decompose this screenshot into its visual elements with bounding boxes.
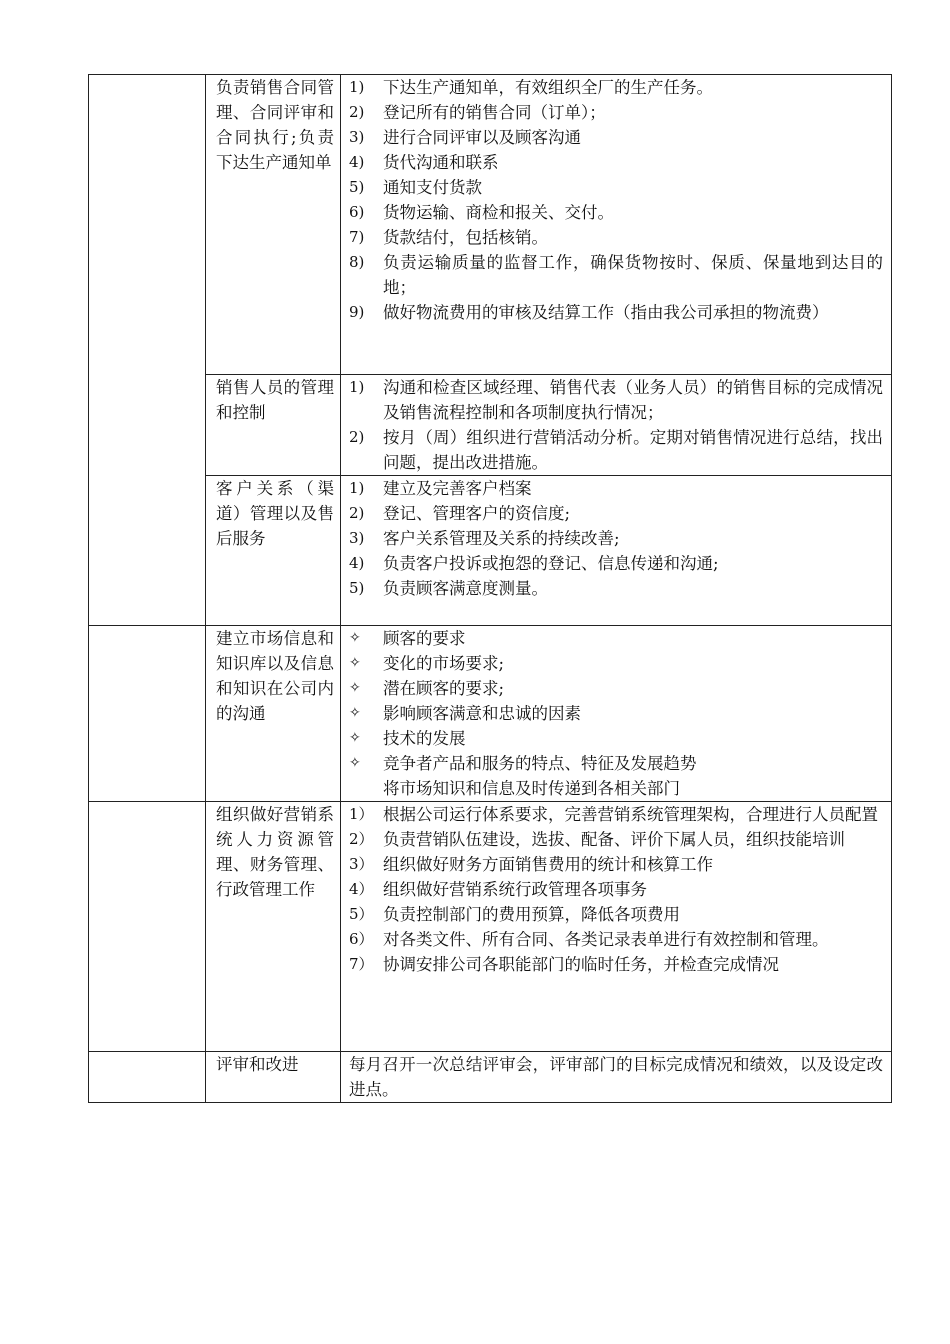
item-number: 3) [349, 529, 365, 547]
item-number: 3） [349, 855, 374, 873]
item-text: 负责顾客满意度测量。 [383, 579, 548, 598]
list-item [349, 476, 883, 501]
scope-cell: 组织做好营销系统人力资源管理、财务管理、行政管理工作 [206, 802, 341, 1052]
item-text: 货代沟通和联系 [383, 153, 499, 172]
review-text: 每月召开一次总结评审会，评审部门的目标完成情况和绩效，以及设定改进点。 [349, 1055, 883, 1099]
item-number: 4) [349, 153, 365, 171]
list-item [349, 751, 883, 776]
table-row [89, 802, 892, 1052]
scope-cell: 负责销售合同管理、合同评审和合同执行;负责下达生产通知单 [206, 75, 341, 375]
table-row [89, 476, 892, 626]
diamond-bullet-icon: ✧ [349, 705, 361, 721]
list-item [349, 827, 883, 852]
list-item [349, 200, 883, 225]
item-text: 负责客户投诉或抱怨的登记、信息传递和沟通; [383, 554, 719, 573]
diamond-bullet-icon: ✧ [349, 680, 361, 696]
list-item [349, 375, 883, 425]
detail-cell [341, 1052, 892, 1103]
item-number: 6) [349, 203, 365, 221]
item-number: 2) [349, 428, 365, 446]
item-text: 货款结付，包括核销。 [383, 228, 548, 247]
list-item [349, 175, 883, 200]
item-text: 货物运输、商检和报关、交付。 [383, 203, 614, 222]
diamond-bullet-icon: ✧ [349, 755, 361, 771]
item-text: 协调安排公司各职能部门的临时任务，并检查完成情况 [383, 955, 779, 974]
item-number: 6） [349, 930, 374, 948]
list-item [349, 852, 883, 877]
list-item [349, 551, 883, 576]
table-row [89, 375, 892, 476]
list-item [349, 501, 883, 526]
blank-cell [89, 802, 206, 1052]
item-text: 组织做好财务方面销售费用的统计和核算工作 [383, 855, 713, 874]
item-text: 负责控制部门的费用预算，降低各项费用 [383, 905, 680, 924]
detail-cell [341, 626, 892, 802]
item-number: 1) [349, 378, 365, 396]
list-item [349, 100, 883, 125]
item-text: 变化的市场要求; [383, 654, 505, 673]
list-item [349, 701, 883, 726]
item-text: 竞争者产品和服务的特点、特征及发展趋势 [383, 754, 697, 773]
blank-cell [89, 75, 206, 626]
item-text: 沟通和检查区域经理、销售代表（业务人员）的销售目标的完成情况及销售流程控制和各项制度执行情况； [383, 378, 883, 422]
item-number: 1) [349, 479, 365, 497]
summary-text: 将市场知识和信息及时传递到各相关部门 [383, 779, 680, 798]
item-text: 按月（周）组织进行营销活动分析。定期对销售情况进行总结，找出问题，提出改进措施。 [383, 428, 883, 472]
list-item [349, 250, 883, 300]
scope-cell: 销售人员的管理和控制 [206, 375, 341, 476]
detail-cell [341, 375, 892, 476]
list-item [349, 125, 883, 150]
table-row [89, 1052, 892, 1103]
item-text: 组织做好营销系统行政管理各项事务 [383, 880, 647, 899]
table-row [89, 75, 892, 375]
item-text: 下达生产通知单，有效组织全厂的生产任务。 [383, 78, 713, 97]
item-text: 对各类文件、所有合同、各类记录表单进行有效控制和管理。 [383, 930, 829, 949]
list-item [349, 802, 883, 827]
list-item [349, 726, 883, 751]
item-number: 2) [349, 103, 365, 121]
item-text: 通知支付货款 [383, 178, 482, 197]
scope-cell: 评审和改进 [206, 1052, 341, 1103]
list-item [349, 952, 883, 977]
item-number: 5) [349, 579, 365, 597]
scope-cell: 建立市场信息和知识库以及信息和知识在公司内的沟通 [206, 626, 341, 802]
item-number: 7） [349, 955, 374, 973]
blank-cell [89, 1052, 206, 1103]
item-text: 进行合同评审以及顾客沟通 [383, 128, 581, 147]
item-number: 5) [349, 178, 365, 196]
detail-cell [341, 476, 892, 626]
item-text: 负责运输质量的监督工作，确保货物按时、保质、保量地到达目的地； [383, 253, 883, 297]
item-text: 登记所有的销售合同（订单）； [383, 103, 606, 122]
item-number: 1) [349, 78, 365, 96]
item-text: 客户关系管理及关系的持续改善; [383, 529, 620, 548]
item-text: 做好物流费用的审核及结算工作（指由我公司承担的物流费） [383, 303, 829, 322]
diamond-bullet-icon: ✧ [349, 630, 361, 646]
item-number: 9) [349, 303, 365, 321]
list-item [349, 676, 883, 701]
item-number: 3) [349, 128, 365, 146]
list-item [349, 576, 883, 601]
detail-cell [341, 802, 892, 1052]
item-number: 4） [349, 880, 374, 898]
diamond-bullet-icon: ✧ [349, 655, 361, 671]
item-number: 2） [349, 830, 374, 848]
list-item [349, 927, 883, 952]
item-text: 登记、管理客户的资信度; [383, 504, 571, 523]
item-text: 潜在顾客的要求; [383, 679, 505, 698]
item-text: 影响顾客满意和忠诚的因素 [383, 704, 581, 723]
list-item [349, 225, 883, 250]
list-item [349, 425, 883, 475]
item-number: 1） [349, 805, 374, 823]
list-item [349, 526, 883, 551]
blank-cell [89, 626, 206, 802]
list-item [349, 877, 883, 902]
table-row [89, 626, 892, 802]
list-item [349, 150, 883, 175]
item-text: 技术的发展 [383, 729, 466, 748]
scope-cell: 客户关系（渠道）管理以及售后服务 [206, 476, 341, 626]
item-number: 5） [349, 905, 374, 923]
item-text: 根据公司运行体系要求，完善营销系统管理架构，合理进行人员配置 [383, 805, 878, 824]
item-number: 7) [349, 228, 365, 246]
detail-cell [341, 75, 892, 375]
item-number: 8) [349, 253, 365, 271]
list-item [349, 300, 883, 325]
list-item [349, 651, 883, 676]
item-text: 负责营销队伍建设，选拔、配备、评价下属人员，组织技能培训 [383, 830, 845, 849]
responsibility-table [88, 74, 892, 1103]
list-item [349, 75, 883, 100]
list-item [349, 902, 883, 927]
item-text: 建立及完善客户档案 [383, 479, 532, 498]
item-text: 顾客的要求 [383, 629, 466, 648]
item-number: 2) [349, 504, 365, 522]
diamond-bullet-icon: ✧ [349, 730, 361, 746]
item-number: 4) [349, 554, 365, 572]
list-item [349, 626, 883, 651]
